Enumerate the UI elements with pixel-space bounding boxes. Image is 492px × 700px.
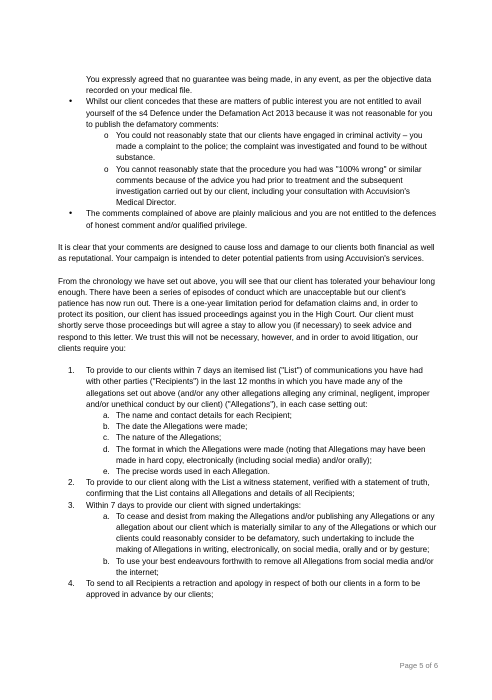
bullet-text: Whilst our client concedes that these are matters of public interest you are not entitled to avail yourself of the s4 Defence under the Defamation Act 2013 because it was not reasonable for you to publish the defamatory comments: bbox=[86, 97, 433, 129]
sub-bullet-item bbox=[58, 164, 438, 209]
sub-requirement-text: The format in which the Allegations were made (noting that Allegations may have been made in hard copy, electronically (including social media) and/or orally); bbox=[116, 444, 426, 465]
sub-requirement-letter: b. bbox=[103, 422, 110, 432]
requirement-number: 3. bbox=[68, 500, 75, 510]
sub-bullet-marker: o bbox=[104, 164, 109, 174]
sub-requirement-text: The name and contact details for each Recipient; bbox=[116, 411, 292, 421]
sub-requirement-letter: c. bbox=[103, 433, 110, 443]
requirement-number: 1. bbox=[68, 366, 75, 376]
sub-bullet-marker: o bbox=[104, 131, 109, 141]
sub-requirement-letter: b. bbox=[103, 556, 110, 566]
requirement-text: To provide to our clients within 7 days an itemised list ("List") of communications you have had with other parties ("Recipients") in the last 12 months in which you have made any of the allegations set out above (and/or any other allegations alleging any criminal, negligent, improper and/or unethical conduct by our client) ("Allegations"), in each case setting out: bbox=[86, 366, 430, 409]
requirement-item bbox=[58, 578, 438, 600]
requirement-text: To send to all Recipients a retraction and apology in respect of both our clients in a form to be approved in advance by our clients; bbox=[86, 579, 421, 600]
continuation-paragraph: You expressly agreed that no guarantee was being made, in any event, as per the objective data recorded on your medical file. bbox=[86, 75, 432, 96]
requirement-number: 2. bbox=[68, 478, 75, 488]
sub-bullet-item bbox=[58, 130, 438, 164]
bullet-text: The comments complained of above are plainly malicious and you are not entitled to the defences of honest comment and/or qualified privilege. bbox=[86, 209, 437, 230]
page-number-footer: Page 5 of 6 bbox=[399, 661, 438, 670]
requirement-item bbox=[58, 477, 438, 499]
sub-requirement-text: To cease and desist from making the Allegations and/or publishing any Allegations or any allegation about our client which is materially similar to any of the Allegations or which our clients could reasonably consider to be defamatory, such undertaking to include the making of Allegations in writing, electronically, on social media, orally and or by gesture; bbox=[116, 511, 437, 555]
sub-requirement-item bbox=[58, 410, 438, 421]
sub-requirement-item bbox=[58, 511, 438, 556]
letter-body bbox=[58, 74, 438, 601]
bullet-item bbox=[58, 208, 438, 230]
requirement-text: Within 7 days to provide our client with signed undertakings: bbox=[86, 500, 302, 510]
sub-requirement-letter: a. bbox=[103, 411, 110, 421]
requirement-item bbox=[58, 500, 438, 511]
requirement-text: To provide to our client along with the List a witness statement, verified with a statement of truth, confirming that the List contains all Allegations and details of all Recipients; bbox=[86, 478, 430, 499]
sub-requirement-text: To use your best endeavours forthwith to remove all Allegations from social media and/or the internet; bbox=[116, 556, 434, 577]
sub-bullet-text: You could not reasonably state that our clients have engaged in criminal activity – you made a complaint to the police; the complaint was investigated and found to be without substance. bbox=[116, 131, 427, 163]
sub-requirement-item bbox=[58, 466, 438, 477]
sub-requirement-letter: e. bbox=[103, 467, 110, 477]
requirement-item bbox=[58, 365, 438, 410]
sub-requirement-item bbox=[58, 556, 438, 578]
sub-bullet-text: You cannot reasonably state that the procedure you had was "100% wrong" or similar comments because of the advice you had prior to treatment and the subsequent investigation carried out by our client, including your consultation with Accuvision's Medical Director. bbox=[116, 164, 422, 208]
sub-requirement-text: The nature of the Allegations; bbox=[116, 433, 222, 443]
chronology-paragraph: From the chronology we have set out above, you will see that our client has tolerated your behaviour long enough. There have been a series of episodes of conduct which are unacceptable but our client's patience has now run out. There is a one-year limitation period for defamation claims and, in order to protect its position, our client has issued proceedings against you in the High Court. Our client must shortly serve those proceedings but will agree a stay to allow you (if necessary) to seek advice and respond to this letter. We trust this will not be necessary, however, and in order to avoid litigation, our clients require you: bbox=[58, 276, 436, 353]
bullet-marker: • bbox=[69, 208, 73, 219]
sub-requirement-text: The date the Allegations were made; bbox=[116, 422, 248, 432]
sub-requirement-letter: d. bbox=[103, 444, 110, 454]
sub-requirement-letter: a. bbox=[103, 511, 110, 521]
requirement-number: 4. bbox=[68, 579, 75, 589]
sub-requirement-item bbox=[58, 432, 438, 443]
bullet-marker: • bbox=[69, 96, 73, 107]
damage-paragraph: It is clear that your comments are designed to cause loss and damage to our clients both financial as well as reputational. Your campaign is intended to deter potential patients from using Accuvision's services. bbox=[58, 243, 435, 264]
sub-requirement-item bbox=[58, 421, 438, 432]
sub-requirement-text: The precise words used in each Allegation. bbox=[116, 467, 270, 477]
bullet-item bbox=[58, 96, 438, 130]
sub-requirement-item bbox=[58, 444, 438, 466]
